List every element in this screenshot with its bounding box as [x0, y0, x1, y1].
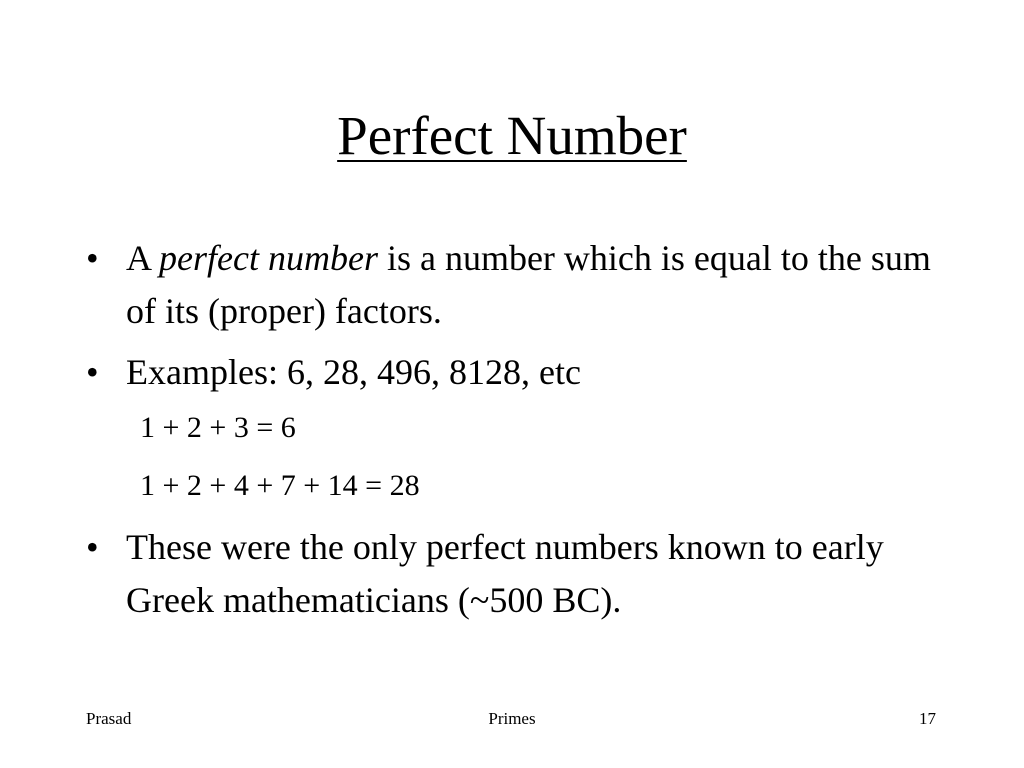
footer-author: Prasad	[86, 709, 132, 728]
bullet-rest: is a number which is equal to the sum of its (proper) factors.	[126, 238, 931, 331]
slide-title	[0, 104, 1024, 168]
bullet-item	[86, 346, 966, 399]
footer-page-number: 17	[919, 709, 936, 728]
sub-item: 1 + 2 + 3 = 6	[140, 411, 296, 444]
bullet-text: These were the only perfect numbers known to early Greek mathematicians (~500 BC).	[126, 527, 884, 620]
bullet-emphasis: perfect number	[159, 238, 378, 278]
sub-item: 1 + 2 + 4 + 7 + 14 = 28	[140, 469, 420, 502]
bullet-item	[86, 521, 966, 627]
bullet-glyph: •	[86, 352, 99, 392]
bullet-prefix: A	[126, 238, 160, 278]
slide-body	[86, 232, 966, 627]
slide-title-text: Perfect Number	[337, 105, 687, 166]
bullet-glyph: •	[86, 527, 99, 567]
bullet-text: Examples: 6, 28, 496, 8128, etc	[126, 352, 581, 392]
footer-topic: Primes	[488, 709, 536, 728]
bullet-item	[86, 232, 966, 338]
bullet-glyph: •	[86, 238, 99, 278]
